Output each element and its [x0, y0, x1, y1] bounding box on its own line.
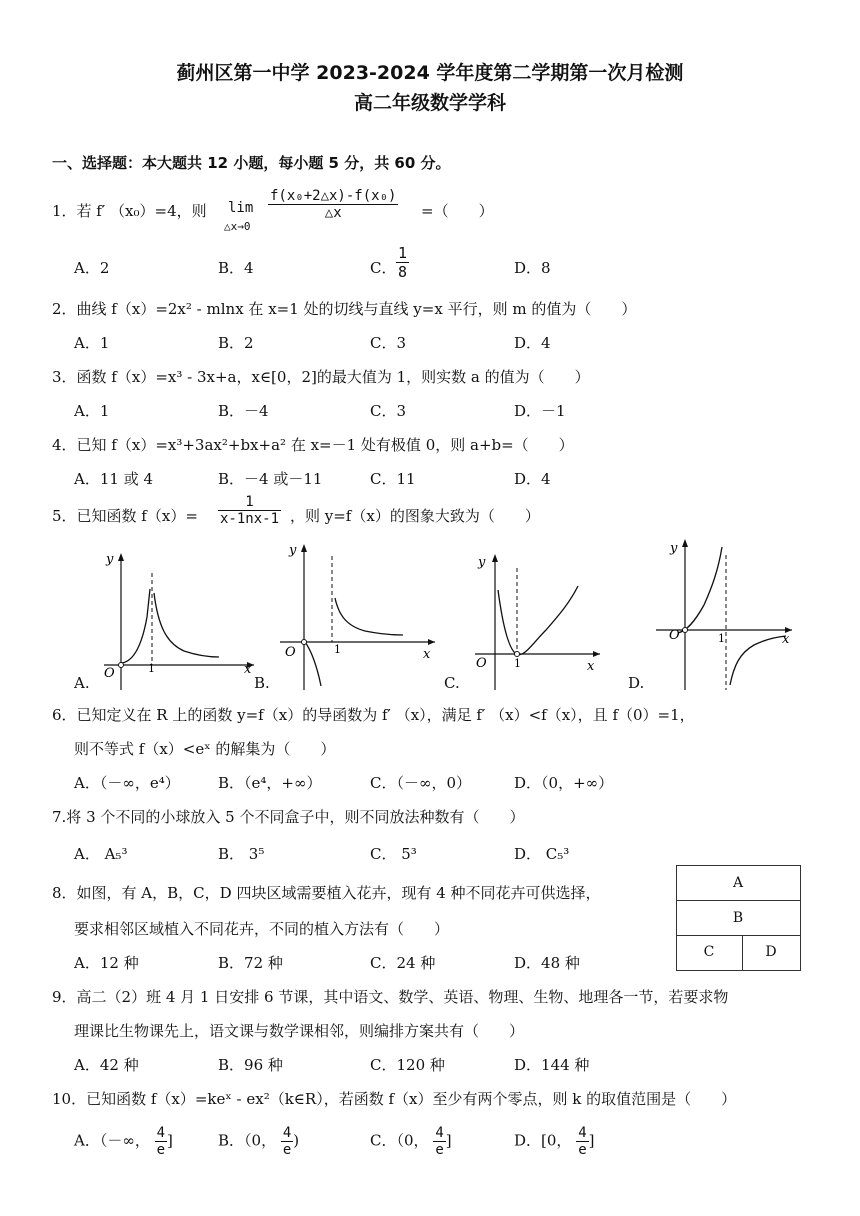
- q3-option-c: C．3: [370, 402, 407, 420]
- q5-d-one: 1: [718, 632, 725, 645]
- q3-option-d: D．－1: [514, 402, 566, 420]
- q7-text: 7.将 3 个不同的小球放入 5 个不同盒子中，则不同放法种数有（ ）: [52, 808, 525, 826]
- q1-option-a: A．2: [74, 259, 110, 277]
- q10-d-num: 4: [578, 1125, 587, 1141]
- q2-option-c: C．3: [370, 334, 407, 352]
- q5-b-one: 1: [334, 643, 341, 656]
- q1-lim: lim: [228, 200, 254, 216]
- q10-c-den: e: [435, 1142, 444, 1158]
- q4-text: 4．已知 f（x）=x³+3ax²+bx+a² 在 x=－1 处有极值 0，则 a+b=（ ）: [52, 436, 574, 454]
- q6-option-d: D．（0，+∞）: [514, 774, 614, 792]
- q3-option-a: A．1: [74, 402, 110, 420]
- q8-option-a: A．12 种: [74, 954, 139, 972]
- q10-option-c: [370, 1125, 452, 1158]
- q8-option-c: C．24 种: [370, 954, 436, 972]
- q5-b-y-label: y: [289, 543, 297, 558]
- q5-d-x-label: x: [782, 632, 790, 647]
- q5-graph-c: [470, 550, 610, 693]
- q1-suffix: =（ ）: [421, 202, 494, 220]
- q5-c-y-label: y: [478, 555, 486, 570]
- q10-option-b: [218, 1125, 299, 1158]
- page-subtitle: 高二年级数学学科: [353, 92, 506, 114]
- q6-option-a: A．（－∞，e⁴）: [74, 774, 180, 792]
- q5-prefix: 5．已知函数 f（x）=: [52, 507, 198, 525]
- q6-line2: 则不等式 f（x）<eˣ 的解集为（ ）: [74, 740, 336, 758]
- q10-option-a-label: A．（－∞，: [74, 1131, 150, 1150]
- q8-option-b: B．72 种: [218, 954, 283, 972]
- q10-b-den: e: [282, 1142, 292, 1158]
- q10-b-num: 4: [282, 1125, 292, 1141]
- q6-line1: 6．已知定义在 R 上的函数 y=f（x）的导函数为 f′ （x），满足 f′ （x）<f（x），且 f（0）=1，: [52, 706, 695, 724]
- q6-option-c: C．（－∞，0）: [370, 774, 472, 792]
- q8-option-d: D．48 种: [514, 954, 580, 972]
- q5-fraction: [218, 494, 281, 527]
- q7-option-b: B． 3⁵: [218, 845, 265, 863]
- q5-a-origin: O: [104, 666, 115, 681]
- q7-option-a: A． A₅³: [74, 845, 128, 863]
- q1-denominator: △x: [324, 205, 342, 221]
- q5-label-d: D.: [628, 674, 645, 692]
- q1-numerator: f(x₀+2△x)-f(x₀): [270, 188, 397, 204]
- q5-d-origin: O: [669, 628, 680, 643]
- q10-option-c-close: ]: [445, 1131, 452, 1150]
- q10-option-b-fraction: [281, 1125, 293, 1158]
- q1-c-num: 1: [398, 244, 408, 262]
- q1-option-c-fraction: [396, 244, 409, 281]
- q10-d-den: e: [578, 1142, 587, 1158]
- page-title: 蓟州区第一中学 2023-2024 学年度第二学期第一次月检测: [176, 62, 684, 84]
- q5-c-origin: O: [476, 656, 487, 671]
- q7-option-c: C． 5³: [370, 845, 417, 863]
- q5-label-c: C.: [444, 674, 460, 692]
- q10-option-a: [74, 1125, 173, 1158]
- q10-option-d-label: D．[0，: [514, 1131, 572, 1150]
- q10-a-den: e: [156, 1142, 166, 1158]
- q6-option-b: B．（e⁴，+∞）: [218, 774, 322, 792]
- section-heading: 一、选择题：本大题共 12 小题，每小题 5 分，共 60 分。: [52, 154, 451, 172]
- q5-a-x-label: x: [244, 662, 252, 677]
- q5-graph-d: [654, 535, 804, 693]
- q4-option-a: A．11 或 4: [74, 470, 153, 488]
- q4-option-c: C．11: [370, 470, 416, 488]
- q5-b-origin: O: [285, 645, 296, 660]
- q5-graph-b: [275, 538, 440, 693]
- q4-option-b: B．－4 或－11: [218, 470, 323, 488]
- q10-option-a-close: ]: [167, 1131, 173, 1150]
- q10-option-a-fraction: [155, 1125, 167, 1158]
- q4-option-d: D．4: [514, 470, 551, 488]
- q5-numerator: 1: [218, 494, 281, 511]
- q5-a-y-label: y: [106, 552, 114, 567]
- q2-text: 2．曲线 f（x）=2x² - mlnx 在 x=1 处的切线与直线 y=x 平行，则 m 的值为（ ）: [52, 300, 637, 318]
- q5-denominator: x-1nx-1: [220, 511, 280, 527]
- q10-option-b-close: ): [293, 1131, 300, 1150]
- q1-c-den: 8: [398, 263, 408, 281]
- q1-fraction: [268, 188, 398, 221]
- q5-label-b: B.: [254, 674, 270, 692]
- q5-label-a: A.: [74, 674, 90, 692]
- q9-option-c: C．120 种: [370, 1056, 445, 1074]
- q10-option-d: [514, 1125, 595, 1158]
- q10-option-b-label: B．（0，: [218, 1131, 277, 1150]
- q5-b-x-label: x: [423, 647, 431, 662]
- q8-region-d: D: [765, 944, 777, 960]
- q8-line2: 要求相邻区域植入不同花卉，不同的植入方法有（ ）: [74, 920, 450, 938]
- q5-d-y-label: y: [670, 541, 678, 556]
- q8-region-c: C: [703, 944, 715, 960]
- q10-option-c-label: C．（0，: [370, 1131, 429, 1150]
- q8-line1: 8．如图，有 A，B，C，D 四块区域需要植入花卉，现有 4 种不同花卉可供选择，: [52, 884, 601, 902]
- q7-option-d: D． C₅³: [514, 845, 570, 863]
- q9-option-d: D．144 种: [514, 1056, 590, 1074]
- q5-suffix: ，则 y=f（x）的图象大致为（ ）: [290, 507, 540, 525]
- q2-option-a: A．1: [74, 334, 110, 352]
- q1-option-b: B．4: [218, 259, 254, 277]
- q8-region-b: B: [732, 910, 744, 926]
- q5-a-one: 1: [148, 662, 155, 675]
- q8-divider-1: [676, 900, 800, 901]
- q1-lim-sub: △x→0: [224, 220, 251, 233]
- q5-c-one: 1: [514, 657, 521, 670]
- q9-option-a: A．42 种: [74, 1056, 139, 1074]
- q10-a-num: 4: [156, 1125, 166, 1141]
- q9-line2: 理课比生物课先上，语文课与数学课相邻，则编排方案共有（ ）: [74, 1022, 525, 1040]
- q10-option-d-fraction: [576, 1125, 588, 1158]
- q5-graph-a: [94, 545, 264, 693]
- q9-line1: 9．高二（2）班 4 月 1 日安排 6 节课，其中语文、数学、英语、物理、生物、地理各一节，若要求物: [52, 988, 729, 1006]
- q1-option-c: C．: [370, 259, 397, 277]
- q8-divider-2: [676, 935, 800, 936]
- q1-option-d: D．8: [514, 259, 551, 277]
- q2-option-d: D．4: [514, 334, 551, 352]
- q8-region-a: A: [732, 875, 744, 891]
- q3-text: 3．函数 f（x）=x³ - 3x+a，x∈[0，2]的最大值为 1，则实数 a 的值为（ ）: [52, 368, 590, 386]
- q10-c-num: 4: [435, 1125, 444, 1141]
- q10-option-c-fraction: [433, 1125, 445, 1158]
- q10-option-d-close: ]: [588, 1131, 595, 1150]
- q10-text: 10．已知函数 f（x）=keˣ - ex²（k∈R），若函数 f（x）至少有两个零点，则 k 的取值范围是（ ）: [52, 1090, 737, 1108]
- q3-option-b: B．－4: [218, 402, 269, 420]
- q1-prefix: 1．若 f′ （x₀）=4，则: [52, 202, 207, 220]
- q2-option-b: B．2: [218, 334, 254, 352]
- q9-option-b: B．96 种: [218, 1056, 283, 1074]
- q5-c-x-label: x: [587, 659, 595, 674]
